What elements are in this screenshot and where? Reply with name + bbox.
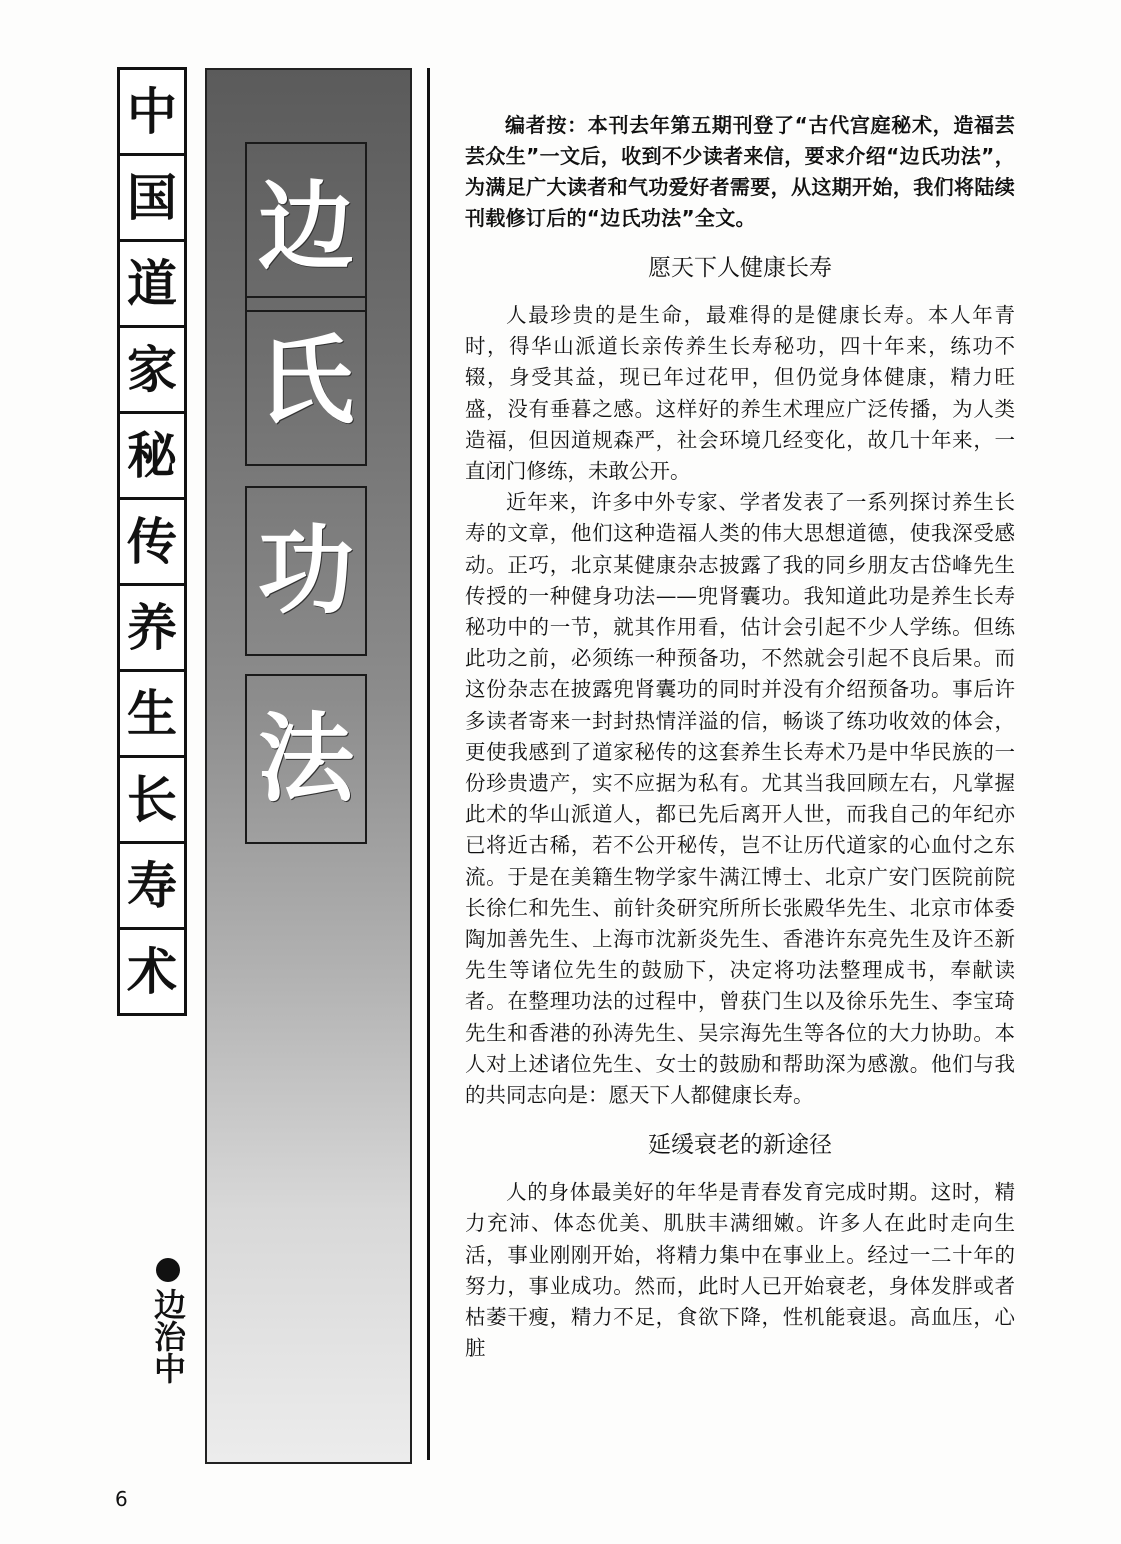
title-banner <box>205 68 412 1464</box>
series-title-char: 国 <box>120 156 184 242</box>
paragraph: 人最珍贵的是生命，最难得的是健康长寿。本人年青时，得华山派道长亲传养生长寿秘功，四十年来，练功不辍，身受其益，现已年过花甲，但仍觉身体健康，精力旺盛，没有垂暮之感。这样好的养生术理应广泛传播，为人类造福，但因道规森严，社会环境几经变化，故几十年来，一直闭门修练，未敢公开。 <box>465 303 1015 484</box>
author-byline <box>148 1258 188 1384</box>
series-title-char: 术 <box>120 930 184 1016</box>
series-title-char: 中 <box>120 70 184 156</box>
article-body <box>465 110 1015 1365</box>
series-title-char: 长 <box>120 758 184 844</box>
column-divider <box>427 68 430 1460</box>
paragraph: 人的身体最美好的年华是青春发育完成时期。这时，精力充沛、体态优美、肌肤丰满细嫩。许多人在此时走向生活，事业刚刚开始，将精力集中在事业上。经过一二十年的努力，事业成功。然而，此时人已开始衰老，身体发胖或者枯萎干瘦，精力不足，食欲下降，性机能衰退。高血压，心脏 <box>465 1180 1015 1361</box>
series-title-char: 传 <box>120 500 184 586</box>
series-title-char: 道 <box>120 242 184 328</box>
editor-note <box>465 110 1015 234</box>
series-title-char: 寿 <box>120 844 184 930</box>
series-title-char: 养 <box>120 586 184 672</box>
main-title-char: 边 <box>245 142 367 312</box>
page-number: 6 <box>115 1487 128 1511</box>
main-title-char: 氏 <box>245 296 367 466</box>
series-title-char: 家 <box>120 328 184 414</box>
author-name: 边治中 <box>149 1288 187 1384</box>
paragraph: 近年来，许多中外专家、学者发表了一系列探讨养生长寿的文章，他们这种造福人类的伟大思想道德，使我深受感动。正巧，北京某健康杂志披露了我的同乡朋友古岱峰先生传授的一种健身功法——兜肾囊功。我知道此功是养生长寿秘功中的一节，就其作用看，估计会引起不少人学练。但练此功之前，必须练一种预备功，不然就会引起不良后果。而这份杂志在披露兜肾囊功的同时并没有介绍预备功。事后许多读者寄来一封封热情洋溢的信，畅谈了练功收效的体会，更使我感到了道家秘传的这套养生长寿术乃是中华民族的一份珍贵遗产，实不应据为私有。尤其当我回顾左右，凡掌握此术的华山派道人，都已先后离开人世，而我自己的年纪亦已将近古稀，若不公开秘传，岂不让历代道家的心血付之东流。于是在美籍生物学家牛满江博士、北京广安门医院前院长徐仁和先生、前针灸研究所所长张殿华先生、北京市体委陶加善先生、上海市沈新炎先生、香港许东亮先生及许丕新先生等诸位先生的鼓励下，决定将功法整理成书，奉献读者。在整理功法的过程中，曾获门生以及徐乐先生、李宝琦先生和香港的孙涛先生、吴宗海先生等各位的大力协助。本人对上述诸位先生、女士的鼓励和帮助深为感激。他们与我的共同志向是：愿天下人都健康长寿。 <box>465 490 1015 1108</box>
main-title-char: 法 <box>245 674 367 844</box>
series-title-char: 生 <box>120 672 184 758</box>
main-title-char: 功 <box>245 486 367 656</box>
section-heading: 愿天下人健康长寿 <box>648 255 832 281</box>
editor-note-label: 编者按： <box>505 113 588 137</box>
series-title-char: 秘 <box>120 414 184 500</box>
series-title <box>117 67 187 1016</box>
editor-note-text: 本刊去年第五期刊登了“古代宫庭秘术，造福芸芸众生”一文后，收到不少读者来信，要求介绍“边氏功法”，为满足广大读者和气功爱好者需要，从这期开始，我们将陆续刊载修订后的“边氏功法”全文。 <box>465 113 1015 230</box>
bullet-icon <box>156 1258 180 1282</box>
section-heading: 延缓衰老的新途径 <box>648 1132 832 1159</box>
